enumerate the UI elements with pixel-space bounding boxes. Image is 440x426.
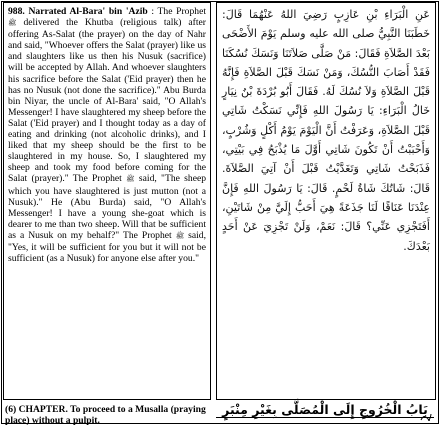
- salutation-glyph-3: ﷺ: [175, 231, 185, 240]
- arabic-hadith-text: عَنِ الْبَرَاءِ بْنِ عَازِبٍ رَضِيَ اللهُ عَنْهُمَا قَالَ: خَطَبَنَا النَّبِيُّ صلى الله عليه وسلم يَوْمَ الأَضْحَى بَعْدَ الصَّلاَةِ فَقَالَ: مَنْ صَلَّى صَلاَتَنَا وَنَسَكَ نُسُكَنَا فَقَدْ أَصَابَ النُّسُكَ، وَمَنْ نَسَكَ قَبْلَ الصَّلاَةِ فَإِنَّهُ قَبْلَ الصَّلاَةِ وَلاَ نُسُكَ لَهُ. فَقَالَ أَبُو بُرْدَةَ بْنُ نِيَارٍ خَالُ الْبَرَاءِ: يَا رَسُولَ اللهِ فَإِنِّي نَسَكْتُ شَاتِي قَبْلَ الصَّلاَةِ، وَعَرَفْتُ أَنَّ الْيَوْمَ يَوْمُ أَكْلٍ وَشُرْبٍ، وَأَحْبَبْتُ أَنْ تَكُونَ شَاتِي أَوَّلَ مَا يُذْبَحُ فِي بَيْتِي، فَذَبَحْتُ شَاتِي وَتَغَدَّيْتُ قَبْلَ أَنْ آتِيَ الصَّلاَةَ. قَالَ: شَاتُكَ شَاةُ لَحْمٍ. قَالَ: يَا رَسُولَ اللهِ فَإِنَّ عِنْدَنَا عَنَاقًا لَنَا جَذَعَةً هِيَ أَحَبُّ إِلَيَّ مِنْ شَاتَيْنِ، أَفَتَجْزِي عَنِّي؟ قَالَ: نَعَمْ، وَلَنْ تَجْزِيَ عَنْ أَحَدٍ بَعْدَكَ.: [222, 8, 430, 253]
- hadith-text-part-4: said, "Yes, it will be sufficient for you but it will not be sufficient (as a Nusuk) for anyone else after you.": [8, 229, 206, 265]
- hadith-text-part-3: said, "The sheep which you have slaughtered is just mutton (not a Nusuk)." He (Abu Burda) said, "O Allah's Messenger! I have a young she-goat which is dearer to me than two sheep. Will that be sufficient as a Nusuk on my behalf?" The Prophet: [8, 173, 207, 241]
- chapter-heading-english: (6) CHAPTER. To proceed to a Musalla (praying place) without a pulpit.: [5, 404, 206, 426]
- salutation-glyph-2: ﷺ: [126, 175, 135, 184]
- hadith-text-part-1: : The Prophet: [151, 6, 206, 17]
- ornament-icon: [420, 412, 432, 422]
- salutation-glyph-1: ﷺ: [8, 19, 17, 28]
- arabic-text-column: [216, 2, 436, 400]
- narrator-intro: Narrated Al-Bara' bin 'Azib: [28, 6, 148, 17]
- english-translation-column: [3, 2, 211, 400]
- hadith-number: 988.: [8, 6, 25, 17]
- chapter-heading-arabic: بَابُ الْخُرُوجِ إِلَى الْمُصَلَّى بِغَيْرِ مِنْبَرٍ: [216, 402, 434, 418]
- hadith-text-part-2: delivered the Khutba (religious talk) after offering As-Salat (the prayer) on the day of Nahr and said, "Whoever offers the Salat (prayer) like us and slaughters like us then his Nusuk (sacrifice) will be accepted by Allah. And whoever slaughters his sacrifice before the Salat ('Eid prayer) then he has no Nusuk (not done the sacrifice)." Abu Burda bin Niyar, the uncle of Al-Bara' said, "O Allah's Messenger! I have slaughtered my sheep before the Salat ('Eid prayer) and I thought today as a day of eating and drinking (not alcoholic drinks), and I liked that my sheep should be the first to be slaughtered in my house. So, I slaughtered my sheep and took my food before coming for the Salat (prayer)." The Prophet: [8, 17, 206, 185]
